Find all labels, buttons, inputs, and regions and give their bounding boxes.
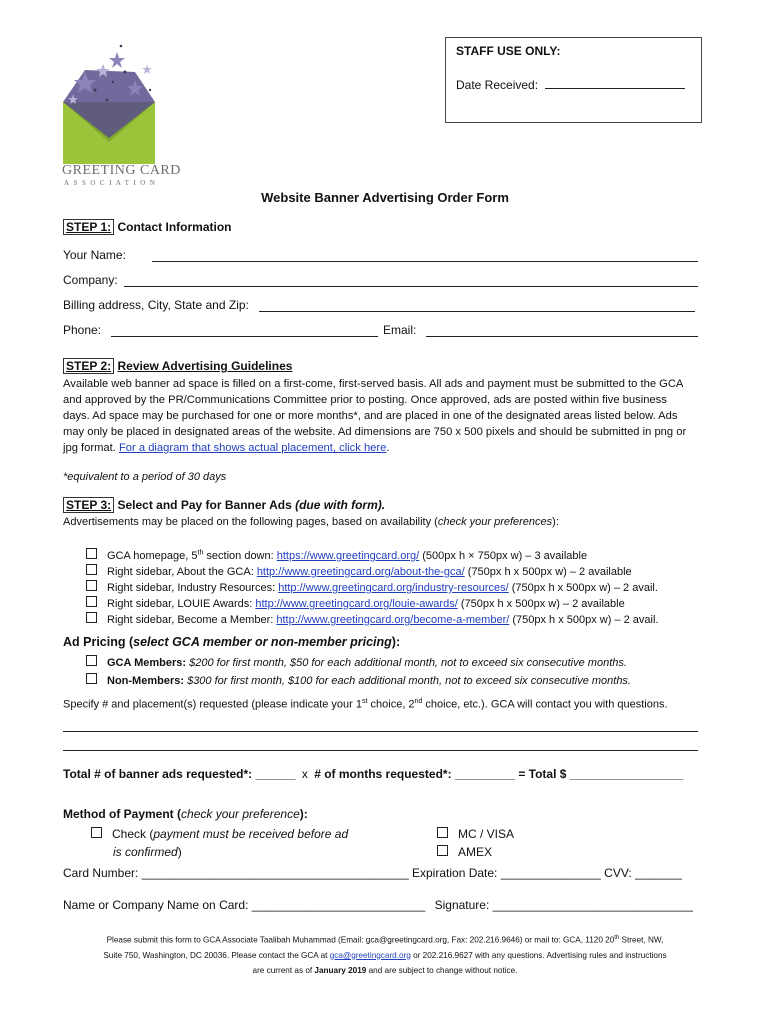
date-received-label: Date Received: xyxy=(456,78,539,92)
footer xyxy=(0,931,770,978)
company-field[interactable] xyxy=(124,286,698,287)
logo-text: GREETING CARD xyxy=(62,163,181,178)
guidelines-text xyxy=(63,376,708,456)
signature[interactable]: Signature: ______________________________ xyxy=(434,898,693,912)
footer-line-2: Suite 750, Washington, DC 20036. Please contact the GCA at gca@greetingcard.org or 202.216.9627 with any questions. Advertising rules and instructions xyxy=(103,950,667,960)
payment-heading: Method of Payment (check your preference): xyxy=(63,807,308,821)
option-link[interactable]: https://www.greetingcard.org/ xyxy=(276,550,420,562)
checkbox[interactable] xyxy=(86,655,97,666)
checkbox[interactable] xyxy=(86,548,97,559)
pricing-members: GCA Members: $200 for first month, $50 for each additional month, not to exceed six consecutive months. xyxy=(86,655,627,669)
payment-check-cont: is confirmed) xyxy=(113,845,182,859)
name-row xyxy=(63,898,693,912)
footer-line-1: Please submit this form to GCA Associate Taalibah Muhammad (Email: gca@greetingcard.org, Fax: 202.216.9646) or mail to: GCA, 1120 20th Street, NW, xyxy=(106,935,664,945)
specify-line-2[interactable] xyxy=(63,750,698,751)
pricing-heading: Ad Pricing (select GCA member or non-member pricing): xyxy=(63,635,401,649)
payment-check: Check (payment must be received before ad xyxy=(91,827,348,841)
email-field[interactable] xyxy=(426,336,698,337)
step3-intro: Advertisements may be placed on the following pages, based on availability (check your preferences): xyxy=(63,516,559,528)
option-link[interactable]: http://www.greetingcard.org/louie-awards/ xyxy=(255,598,458,610)
email-label: Email: xyxy=(383,323,417,337)
phone-field[interactable] xyxy=(111,336,378,337)
staff-use-box xyxy=(445,37,702,123)
total-amount[interactable]: = Total $ _________________ xyxy=(518,767,684,781)
cvv[interactable]: CVV: _______ xyxy=(604,866,682,880)
card-number[interactable]: Card Number: ________________________________________ xyxy=(63,866,409,880)
pricing-nonmembers: Non-Members: $300 for first month, $100 for each additional month, not to exceed six consecutive months. xyxy=(86,673,631,687)
step3-title: Select and Pay for Banner Ads xyxy=(117,498,292,512)
payment-amex: AMEX xyxy=(437,845,492,859)
guideline-line: Available web banner ad space is filled on a first-come, first-served basis. All ads and payment must be submitted to the GCA xyxy=(63,378,684,390)
checkbox[interactable] xyxy=(86,596,97,607)
your-name-label: Your Name: xyxy=(63,248,126,262)
option-about: Right sidebar, About the GCA: http://www.greetingcard.org/about-the-gca/ (750px h x 500px w) – 2 available xyxy=(86,564,632,578)
footnote: *equivalent to a period of 30 days xyxy=(63,471,227,483)
step1-title: Contact Information xyxy=(117,220,232,234)
diagram-link[interactable]: For a diagram that shows actual placement, click here xyxy=(118,442,387,454)
option-link[interactable]: http://www.greetingcard.org/industry-resources/ xyxy=(278,582,509,594)
expiration-date[interactable]: Expiration Date: _______________ xyxy=(412,866,601,880)
option-homepage: GCA homepage, 5th section down: https://www.greetingcard.org/ (500px h × 750px w) – 3 available xyxy=(86,548,587,562)
staff-title: STAFF USE ONLY: xyxy=(456,44,561,58)
checkbox[interactable] xyxy=(86,564,97,575)
guideline-line: days. Ad space may be purchased for one or more months*, and are placed in one of the designated areas listed below. Ads xyxy=(63,410,678,422)
footer-line-3: are current as of January 2019 and are subject to change without notice. xyxy=(252,965,518,975)
step3-title-em: (due with form). xyxy=(295,498,386,512)
option-link[interactable]: http://www.greetingcard.org/become-a-member/ xyxy=(276,614,510,626)
checkbox[interactable] xyxy=(91,827,102,838)
payment-mc: MC / VISA xyxy=(437,827,514,841)
totals-row: Total # of banner ads requested*: ______ x # of months requested*: _________ = Total $ _________________ xyxy=(63,767,684,781)
phone-label: Phone: xyxy=(63,323,102,337)
date-received-field[interactable] xyxy=(545,77,685,89)
option-industry: Right sidebar, Industry Resources: http://www.greetingcard.org/industry-resources/ (750px h x 500px w) – 2 avail. xyxy=(86,580,658,594)
option-member: Right sidebar, Become a Member: http://www.greetingcard.org/become-a-member/ (750px h x 500px w) – 2 avail. xyxy=(86,612,659,626)
total-ads[interactable]: Total # of banner ads requested*: ______ xyxy=(63,767,296,781)
step1-label: STEP 1: xyxy=(63,219,114,235)
checkbox[interactable] xyxy=(86,612,97,623)
gca-logo xyxy=(55,42,165,167)
step2-title: Review Advertising Guidelines xyxy=(117,359,293,373)
checkbox[interactable] xyxy=(437,845,448,856)
company-label: Company: xyxy=(63,273,118,287)
billing-field[interactable] xyxy=(259,311,695,312)
checkbox[interactable] xyxy=(86,673,97,684)
card-row xyxy=(63,866,682,880)
specify-text: Specify # and placement(s) requested (please indicate your 1st choice, 2nd choice, etc.). GCA will contact you with questions. xyxy=(63,698,668,711)
name-on-card[interactable]: Name or Company Name on Card: __________________________ xyxy=(63,898,426,912)
specify-line-1[interactable] xyxy=(63,731,698,732)
step3-heading xyxy=(63,498,385,512)
billing-label: Billing address, City, State and Zip: xyxy=(63,298,249,312)
guideline-line: and approved by the PR/Communications Committee prior to posting. Once approved, ads are posted within five business xyxy=(63,394,667,406)
logo-subtext: ASSOCIATION xyxy=(64,179,160,187)
footer-email-link[interactable]: gca@greetingcard.org xyxy=(329,950,411,960)
guideline-line-last: jpg format. For a diagram that shows actual placement, click here. xyxy=(63,442,390,454)
option-link[interactable]: http://www.greetingcard.org/about-the-gca/ xyxy=(256,566,465,578)
your-name-field[interactable] xyxy=(152,261,698,262)
total-months[interactable]: # of months requested*: _________ xyxy=(314,767,515,781)
checkbox[interactable] xyxy=(437,827,448,838)
guideline-line: may only be placed in designated areas of the website. Ad dimensions are 750 x 500 pixels and should be submitted in png or xyxy=(63,426,687,438)
checkbox[interactable] xyxy=(86,580,97,591)
step1-heading xyxy=(63,220,231,234)
option-louie: Right sidebar, LOUIE Awards: http://www.greetingcard.org/louie-awards/ (750px h x 500px w) – 2 available xyxy=(86,596,625,610)
form-title: Website Banner Advertising Order Form xyxy=(261,190,509,205)
step2-heading xyxy=(63,359,292,373)
step2-label: STEP 2: xyxy=(63,358,114,374)
step3-label: STEP 3: xyxy=(63,497,114,513)
